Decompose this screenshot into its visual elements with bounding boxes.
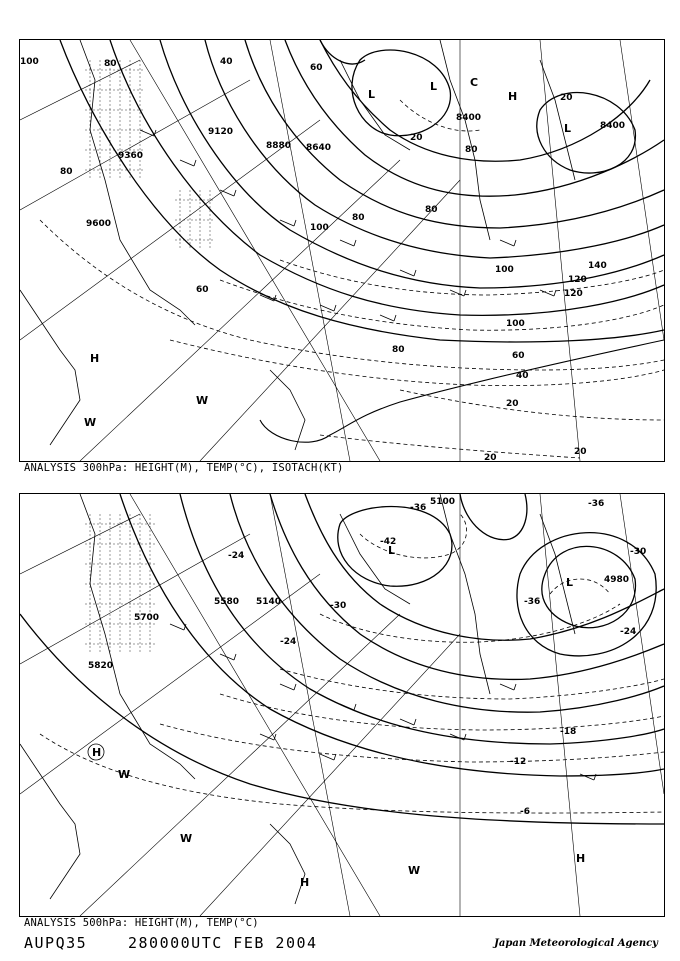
- high-center-symbol: H: [90, 352, 100, 365]
- isotach-label: 60: [310, 63, 323, 73]
- height-label: 8880: [266, 141, 292, 151]
- warm-center-symbol: W: [118, 768, 131, 781]
- isotach-label: 80: [425, 205, 438, 215]
- caption-500hpa: ANALYSIS 500hPa: HEIGHT(M), TEMP(°C): [24, 917, 259, 929]
- isotherm-label: -36: [524, 597, 541, 607]
- isotach-label: 40: [516, 371, 529, 381]
- isotach-label: 80: [465, 145, 478, 155]
- isotach-label: 20: [410, 133, 423, 143]
- height-label: 8400: [600, 121, 626, 131]
- isotherm-label: -6: [520, 807, 530, 817]
- isotach-label: 100: [495, 265, 514, 275]
- height-label: 5100: [430, 497, 456, 507]
- caption-300hpa: ANALYSIS 300hPa: HEIGHT(M), TEMP(°C), ISOTACH(KT): [24, 462, 344, 474]
- isotach-label: 120: [568, 275, 587, 285]
- warm-center-symbol: W: [180, 832, 193, 845]
- jet-boundary-300: [260, 340, 664, 442]
- cold-center-symbol: C: [470, 76, 479, 89]
- isotach-label: 20: [560, 93, 573, 103]
- isotherm-label: -24: [620, 627, 637, 637]
- isotach-label: 60: [512, 351, 525, 361]
- isotherm-contours-500: [40, 514, 664, 813]
- isotherm-label: -36: [588, 499, 605, 509]
- low-center-symbol: L: [564, 122, 572, 135]
- high-center-symbol: H: [92, 746, 102, 759]
- warm-center-symbol: W: [84, 416, 97, 429]
- coastline-300: [20, 40, 575, 450]
- map-300hpa: [20, 40, 664, 461]
- low-center-symbol: L: [430, 80, 438, 93]
- isotach-label: 80: [392, 345, 405, 355]
- height-label: 8640: [306, 143, 332, 153]
- pressure-centers-300: [84, 76, 571, 429]
- isotherm-label: -24: [280, 637, 297, 647]
- isotherm-label: -36: [410, 503, 427, 513]
- isotherm-label: -24: [228, 551, 245, 561]
- isotherm-label: -30: [630, 547, 647, 557]
- isotach-label: 100: [310, 223, 329, 233]
- isotach-labels-300: [20, 57, 607, 461]
- isotherm-label: -42: [380, 537, 397, 547]
- agency-credit: Japan Meteorological Agency: [494, 938, 658, 949]
- isotach-label: 80: [60, 167, 73, 177]
- chart-500hpa: [19, 493, 665, 917]
- low-center-symbol: L: [566, 576, 574, 589]
- isotach-label: 20: [574, 447, 587, 457]
- high-center-symbol: H: [300, 876, 310, 889]
- high-center-symbol: H: [508, 90, 518, 103]
- isotherm-label: -12: [510, 757, 527, 767]
- height-label: 9360: [118, 151, 144, 161]
- height-label: 5580: [214, 597, 240, 607]
- isotach-label: 80: [352, 213, 365, 223]
- high-center-symbol: H: [576, 852, 586, 865]
- map-500hpa: [20, 494, 664, 916]
- wind-barbs-500: [170, 624, 596, 780]
- warm-center-symbol: W: [408, 864, 421, 877]
- isotach-label: 40: [220, 57, 233, 67]
- isotherm-label: -30: [330, 601, 347, 611]
- low-center-symbol: L: [368, 88, 376, 101]
- height-label: 4980: [604, 575, 630, 585]
- height-labels-500: [88, 497, 629, 671]
- height-label: 9600: [86, 219, 112, 229]
- low-center-symbol: L: [388, 544, 396, 557]
- valid-time: 280000UTC FEB 2004: [128, 934, 318, 952]
- height-label: 9120: [208, 127, 234, 137]
- isotach-label: 20: [484, 453, 497, 461]
- warm-center-symbol: W: [196, 394, 209, 407]
- height-labels-300: [86, 113, 625, 229]
- isotach-label: 60: [196, 285, 209, 295]
- isotach-label: 100: [20, 57, 39, 67]
- isotach-label: 140: [588, 261, 607, 271]
- coastline-500: [20, 494, 575, 904]
- isotach-label: 100: [506, 319, 525, 329]
- chart-300hpa: [19, 39, 665, 462]
- hatch-500: [85, 514, 155, 654]
- isotach-label: 120: [564, 289, 583, 299]
- height-contours-500: [20, 494, 664, 824]
- height-label: 8400: [456, 113, 482, 123]
- height-label: 5820: [88, 661, 114, 671]
- isotach-label: 80: [104, 59, 117, 69]
- height-label: 5140: [256, 597, 282, 607]
- chart-id: AUPQ35: [24, 934, 88, 952]
- height-label: 5700: [134, 613, 160, 623]
- isotach-label: 20: [506, 399, 519, 409]
- isotherm-label: -18: [560, 727, 577, 737]
